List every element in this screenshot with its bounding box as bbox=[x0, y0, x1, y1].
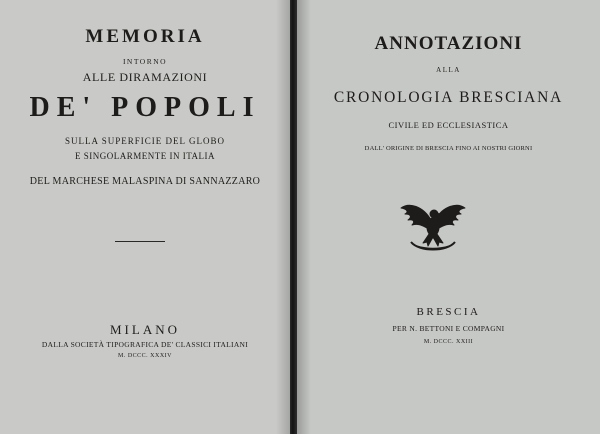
right-title-page bbox=[297, 0, 600, 434]
italia-line: E SINGOLARMENTE IN ITALIA bbox=[74, 151, 215, 161]
popoli-title: DE' POPOLI bbox=[29, 92, 261, 123]
book-gutter bbox=[290, 0, 297, 434]
left-title-page bbox=[0, 0, 290, 434]
civile-subtitle: CIVILE ED ECCLESIASTICA bbox=[388, 120, 509, 130]
globo-line: SULLA SUPERFICIE DEL GLOBO bbox=[65, 136, 225, 146]
annotazioni-heading: ANNOTAZIONI bbox=[374, 33, 523, 54]
diramazioni-line: ALLE DIRAMAZIONI bbox=[82, 70, 208, 84]
page-edge-shadow bbox=[276, 0, 290, 434]
brescia-imprint: BRESCIA bbox=[416, 306, 481, 318]
intorno-label: INTORNO bbox=[122, 57, 168, 66]
eagle-vignette-icon bbox=[397, 196, 469, 256]
milano-imprint: MILANO bbox=[110, 322, 180, 337]
publisher-imprint: DALLA SOCIETÀ TIPOGRAFICA DE' CLASSICI ITALIANI bbox=[41, 340, 249, 349]
year-imprint: M. DCCC. XXXIV bbox=[117, 353, 172, 359]
alla-label: ALLA bbox=[436, 66, 461, 74]
origin-range-line: DALL' ORIGINE DI BRESCIA FINO AI NOSTRI GIORNI bbox=[364, 145, 533, 152]
bettoni-publisher: PER N. BETTONI E COMPAGNI bbox=[392, 324, 505, 333]
year-imprint: M. DCCC. XXIII bbox=[423, 339, 474, 345]
page-edge-shadow bbox=[297, 0, 311, 434]
cronologia-title: CRONOLOGIA BRESCIANA bbox=[333, 89, 564, 106]
memoria-heading: MEMORIA bbox=[85, 26, 205, 47]
author-line: DEL MARCHESE MALASPINA DI SANNAZZARO bbox=[29, 176, 261, 187]
ornamental-rule bbox=[115, 241, 165, 242]
